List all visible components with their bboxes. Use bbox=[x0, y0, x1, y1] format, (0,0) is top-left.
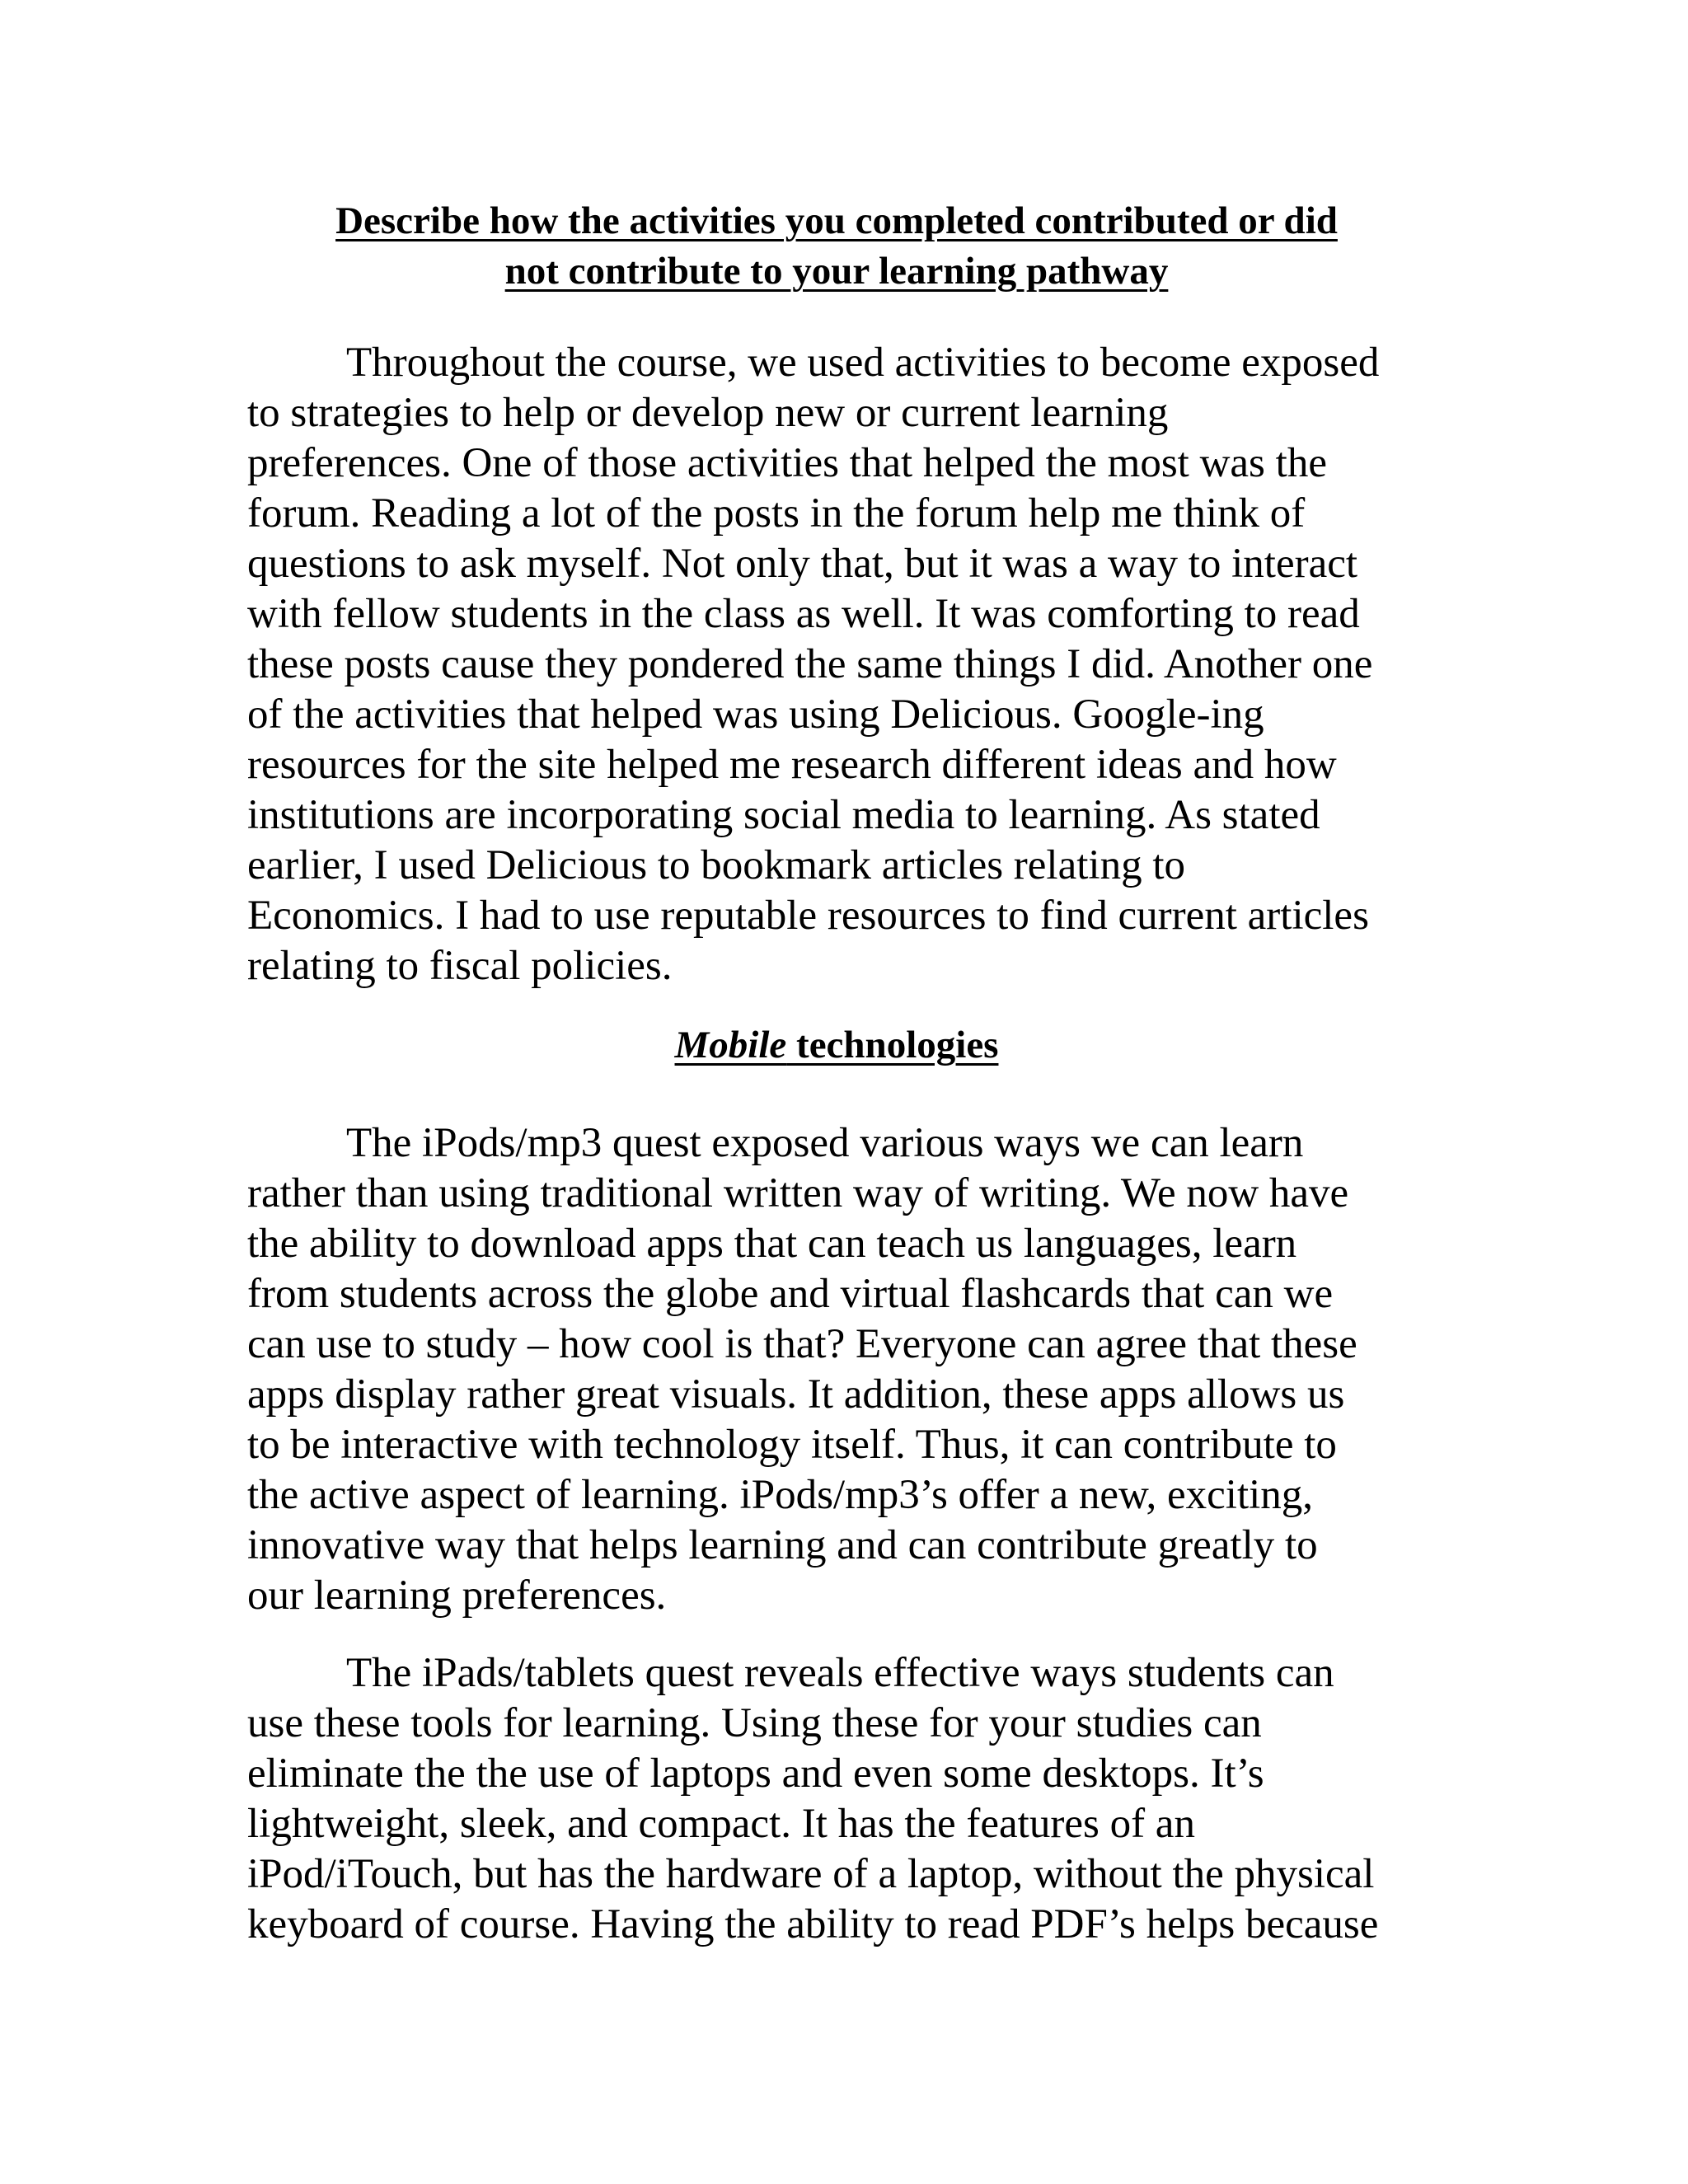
text-line: The iPads/tablets quest reveals effective ways students can bbox=[346, 1650, 1334, 1696]
text-line: preferences. One of those activities that helped the most was the bbox=[247, 440, 1327, 486]
text-line: these posts cause they pondered the same things I did. Another one bbox=[247, 641, 1373, 687]
text-line: iPod/iTouch, but has the hardware of a laptop, without the physical bbox=[247, 1851, 1375, 1897]
text-line: Economics. I had to use reputable resources to find current articles bbox=[247, 893, 1369, 939]
text-line: to strategies to help or develop new or current learning bbox=[247, 390, 1169, 436]
text-line: from students across the globe and virtual flashcards that can we bbox=[247, 1271, 1334, 1317]
text-line: use these tools for learning. Using these for your studies can bbox=[247, 1700, 1262, 1746]
page-title bbox=[247, 196, 1426, 297]
text-line: rather than using traditional written way of writing. We now have bbox=[247, 1170, 1349, 1216]
text-line: institutions are incorporating social media to learning. As stated bbox=[247, 792, 1320, 838]
text-line: of the activities that helped was using Delicious. Google-ing bbox=[247, 691, 1264, 738]
title-line: Describe how the activities you completed contributed or did bbox=[335, 199, 1338, 242]
text-line: apps display rather great visuals. It addition, these apps allows us bbox=[247, 1371, 1345, 1418]
section-heading-italic: Mobile bbox=[674, 1024, 787, 1066]
paragraph-activities bbox=[247, 338, 1442, 991]
text-line: forum. Reading a lot of the posts in the forum help me think of bbox=[247, 490, 1306, 537]
text-line: keyboard of course. Having the ability to read PDF’s helps because bbox=[247, 1901, 1379, 1947]
text-line: can use to study – how cool is that? Everyone can agree that these bbox=[247, 1321, 1357, 1367]
text-line: Throughout the course, we used activities to become exposed bbox=[346, 340, 1380, 386]
paragraph-ipods bbox=[247, 1118, 1442, 1621]
text-line: lightweight, sleek, and compact. It has the features of an bbox=[247, 1801, 1195, 1847]
section-heading-rest: technologies bbox=[786, 1024, 999, 1066]
text-line: questions to ask myself. Not only that, but it was a way to interact bbox=[247, 541, 1358, 587]
title-line: not contribute to your learning pathway bbox=[504, 250, 1169, 293]
section-heading-line bbox=[247, 1020, 1426, 1071]
text-line: the ability to download apps that can teach us languages, learn bbox=[247, 1221, 1297, 1267]
text-line: resources for the site helped me research different ideas and how bbox=[247, 742, 1337, 788]
text-line: relating to fiscal policies. bbox=[247, 943, 673, 989]
section-heading bbox=[247, 1020, 1426, 1071]
text-line: innovative way that helps learning and can contribute greatly to bbox=[247, 1522, 1318, 1568]
text-line: our learning preferences. bbox=[247, 1572, 667, 1619]
paragraph-ipads bbox=[247, 1648, 1442, 1950]
text-line: the active aspect of learning. iPods/mp3’s offer a new, exciting, bbox=[247, 1472, 1314, 1518]
text-line: eliminate the the use of laptops and even some desktops. It’s bbox=[247, 1750, 1264, 1797]
text-line: to be interactive with technology itself. Thus, it can contribute to bbox=[247, 1422, 1337, 1468]
text-line: The iPods/mp3 quest exposed various ways we can learn bbox=[346, 1120, 1304, 1166]
text-line: earlier, I used Delicious to bookmark articles relating to bbox=[247, 842, 1185, 888]
text-line: with fellow students in the class as well. It was comforting to read bbox=[247, 591, 1360, 637]
